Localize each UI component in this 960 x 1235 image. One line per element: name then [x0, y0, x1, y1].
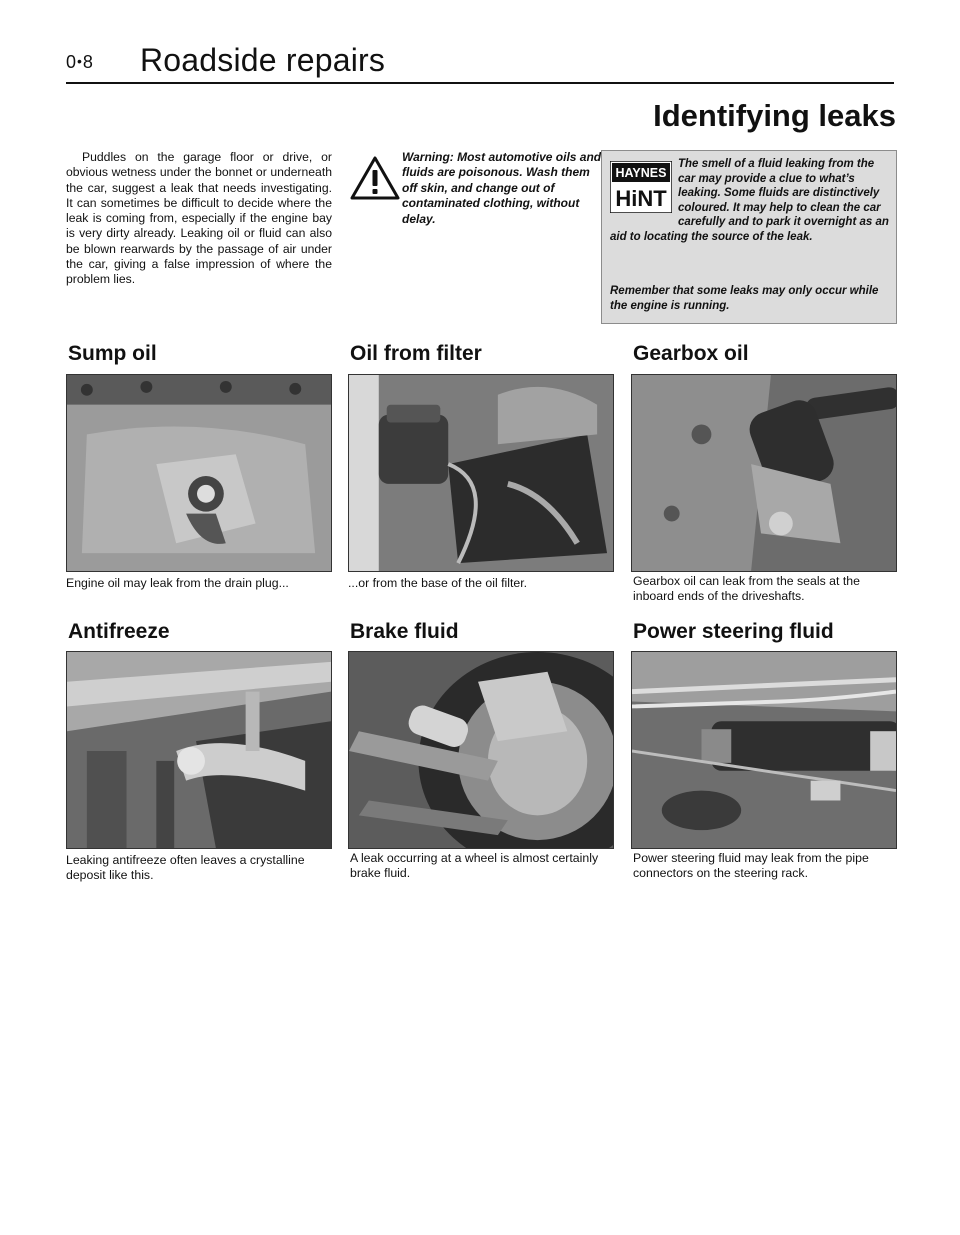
section-title: Identifying leaks: [653, 98, 896, 133]
page-number: [66, 52, 93, 73]
caption-antifreeze: Leaking antifreeze often leaves a crystalline deposit like this.: [66, 853, 305, 883]
heading-gearbox-oil: Gearbox oil: [633, 342, 749, 365]
page-number-bullet: •: [77, 53, 82, 69]
caption-power-steering-fluid: Power steering fluid may leak from the pipe connectors on the steering rack.: [633, 851, 869, 881]
photo-oil-from-filter: [348, 374, 614, 572]
heading-sump-oil: Sump oil: [68, 342, 157, 365]
photo-power-steering-fluid: [631, 651, 897, 849]
page-number-prefix: 0: [66, 52, 77, 72]
heading-oil-from-filter: Oil from filter: [350, 342, 482, 365]
warning-triangle-icon: [350, 156, 400, 200]
hint-paragraph-1: [610, 157, 892, 245]
hint-paragraph-1-text: The smell of a fluid leaking from the car may provide a clue to what’s leaking. Some fluids are distinctively coloured. It may help to clean the car carefully and to park it overnight as an aid to locating the source of the leak.: [610, 158, 889, 243]
photo-gearbox-oil: [631, 374, 897, 572]
hint-badge-bottom: HiNT: [615, 186, 667, 211]
heading-brake-fluid: Brake fluid: [350, 620, 459, 643]
caption-sump-oil: Engine oil may leak from the drain plug...: [66, 576, 289, 590]
warning-text: Warning: Most automotive oils and fluids are poisonous. Wash them off skin, and change out of contaminated clothing, without delay.: [402, 150, 602, 226]
caption-oil-from-filter: ...or from the base of the oil filter.: [348, 576, 528, 590]
photo-antifreeze: [66, 651, 332, 849]
hint-badge-top: HAYNES: [615, 166, 667, 180]
caption-brake-fluid: A leak occurring at a wheel is almost certainly brake fluid.: [350, 851, 599, 881]
header-rule: [66, 82, 894, 84]
caption-gearbox-oil: Gearbox oil can leak from the seals at the inboard ends of the driveshafts.: [633, 574, 860, 604]
haynes-hint-box: [601, 150, 897, 324]
heading-antifreeze: Antifreeze: [68, 620, 170, 643]
intro-paragraph: Puddles on the garage floor or drive, or obvious wetness under the bonnet or underneath the car, suggest a leak that needs investigating. It can sometimes be difficult to decide where the leak is coming from, especially if the engine bay is very dirty already. Leaking oil or fluid can also be blown rearwards by the passage of air under the car, giving a false impression of where the problem lies.: [66, 150, 332, 287]
photo-brake-fluid: [348, 651, 614, 849]
heading-power-steering-fluid: Power steering fluid: [633, 620, 834, 643]
page-number-suffix: 8: [82, 52, 93, 72]
warning-box: [350, 150, 606, 240]
hint-paragraph-2: Remember that some leaks may only occur while the engine is running.: [610, 285, 879, 312]
running-title: Roadside repairs: [140, 42, 386, 78]
photo-sump-oil: [66, 374, 332, 572]
